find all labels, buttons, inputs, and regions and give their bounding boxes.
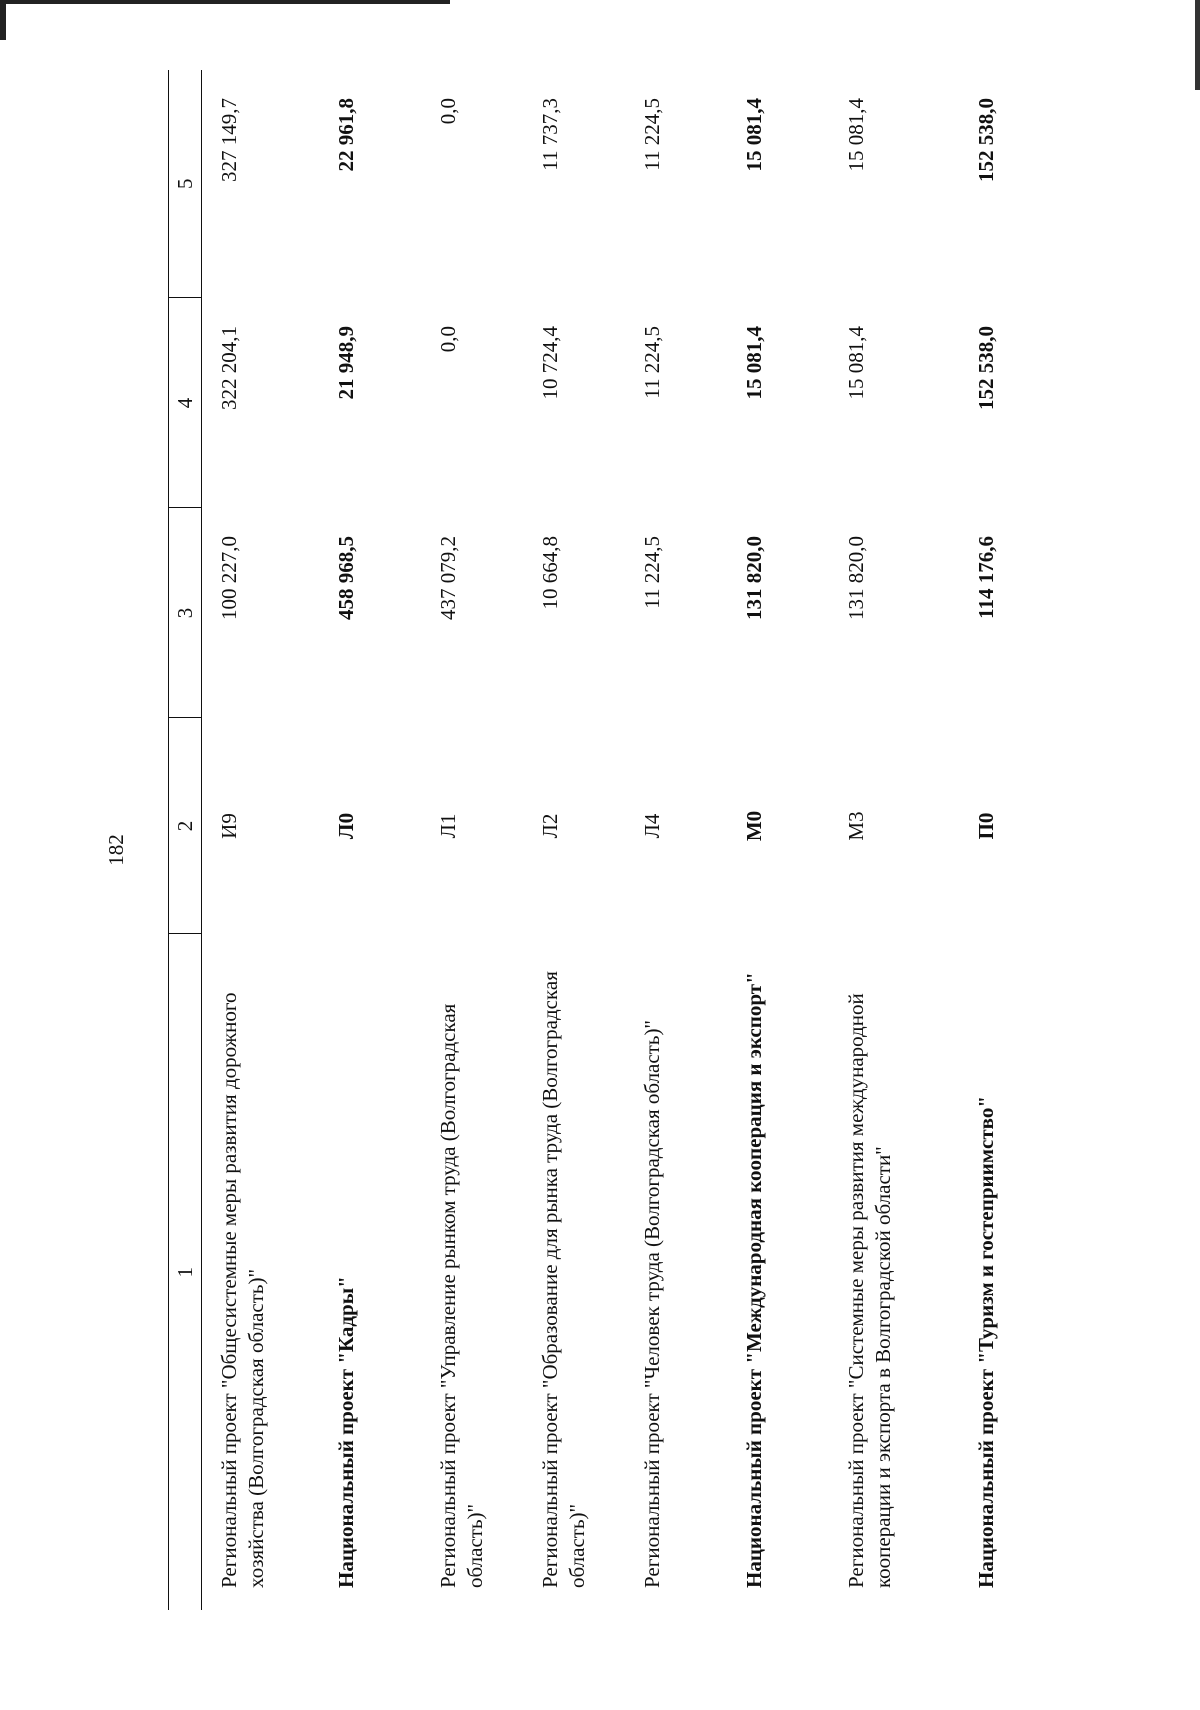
value-col-5: 11 224,5 (640, 98, 664, 171)
value-col-5: 327 149,7 (217, 98, 241, 182)
project-code: П0 (974, 812, 998, 840)
project-code: М3 (844, 811, 868, 841)
table-row (202, 70, 320, 1610)
value-col-3: 10 664,8 (538, 536, 562, 610)
header-col-1: 1 (169, 934, 202, 1610)
project-code: Л4 (640, 813, 664, 839)
project-name: Региональный проект "Человек труда (Волгоградская область)" (640, 1019, 664, 1588)
project-code: Л1 (436, 813, 460, 839)
value-col-3: 437 079,2 (436, 536, 460, 620)
project-name: Национальный проект "Туризм и гостеприимство" (974, 1095, 998, 1588)
budget-table (168, 70, 1063, 1610)
value-col-5: 15 081,4 (844, 98, 868, 172)
project-code: И9 (217, 813, 241, 839)
value-col-5: 22 961,8 (334, 98, 358, 172)
project-code: Л2 (538, 813, 562, 839)
scan-edge-left (0, 0, 6, 40)
value-col-5: 0,0 (436, 98, 460, 125)
value-col-5: 152 538,0 (974, 98, 998, 182)
value-col-4: 0,0 (436, 326, 460, 353)
table-row (829, 70, 959, 1610)
value-col-4: 11 224,5 (640, 326, 664, 399)
value-col-3: 114 176,6 (974, 536, 998, 619)
header-col-4: 4 (169, 298, 202, 508)
value-col-3: 11 224,5 (640, 536, 664, 609)
header-col-3: 3 (169, 508, 202, 718)
project-code: М0 (742, 810, 766, 842)
value-col-3: 131 820,0 (742, 536, 766, 620)
project-name: Национальный проект "Международная кооперация и экспорт" (742, 972, 766, 1588)
table-row (319, 70, 421, 1610)
project-name: Региональный проект "Общесистемные меры развития дорожного хозяйства (Волгоградская область)" (217, 992, 268, 1588)
value-col-4: 152 538,0 (974, 326, 998, 410)
value-col-4: 15 081,4 (844, 326, 868, 400)
value-col-3: 458 968,5 (334, 536, 358, 620)
table-row (421, 70, 523, 1610)
scan-edge-top (0, 0, 450, 4)
project-name: Региональный проект "Управление рынком труда (Волгоградская область)" (436, 1003, 487, 1588)
value-col-4: 15 081,4 (742, 326, 766, 400)
table-row (625, 70, 727, 1610)
page-number: 182 (104, 834, 128, 866)
rotated-table-wrapper (168, 70, 1068, 1610)
value-col-4: 21 948,9 (334, 326, 358, 400)
project-name: Национальный проект "Кадры" (334, 1276, 358, 1588)
value-col-4: 322 204,1 (217, 326, 241, 410)
table-row (523, 70, 625, 1610)
value-col-5: 11 737,3 (538, 98, 562, 171)
header-col-2: 2 (169, 718, 202, 934)
value-col-3: 100 227,0 (217, 536, 241, 620)
table-row (727, 70, 829, 1610)
header-row (169, 70, 202, 1610)
project-code: Л0 (334, 812, 358, 840)
project-name: Региональный проект "Системные меры развития международной кооперации и экспорта в Волгоградской области" (844, 993, 895, 1588)
scan-edge-right (1195, 0, 1200, 90)
value-col-4: 10 724,4 (538, 326, 562, 400)
value-col-5: 15 081,4 (742, 98, 766, 172)
header-col-5: 5 (169, 70, 202, 298)
table-row (959, 70, 1063, 1610)
value-col-3: 131 820,0 (844, 536, 868, 620)
project-name: Региональный проект "Образование для рынка труда (Волгоградская область)" (538, 971, 589, 1588)
